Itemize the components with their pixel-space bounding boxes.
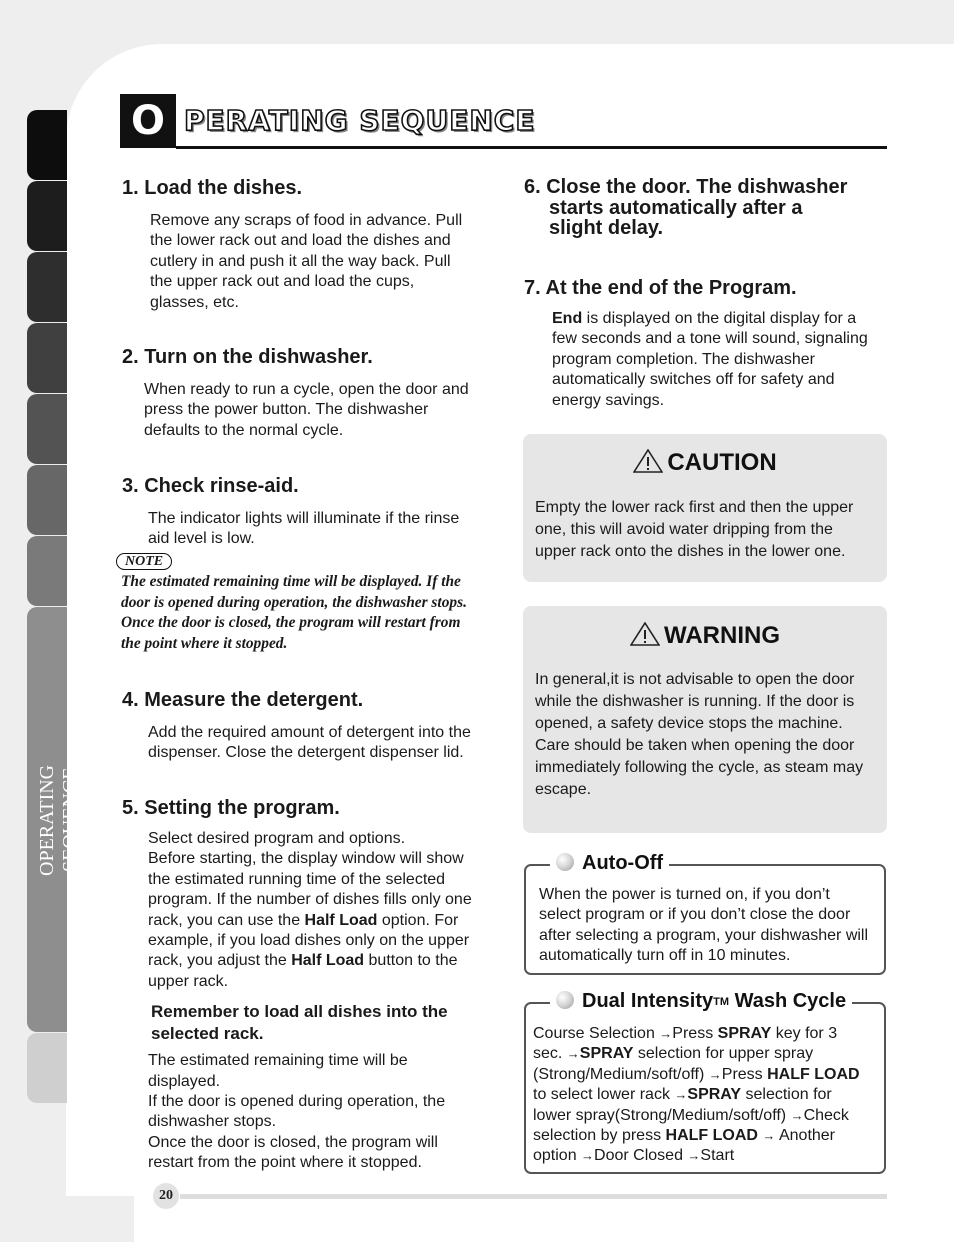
text-line: slight delay. <box>549 217 664 239</box>
text-line: Empty the lower rack first and then the upper <box>535 499 854 516</box>
step-1 <box>122 177 492 313</box>
text-run: selection for <box>741 1086 832 1104</box>
text-line: Add the required amount of detergent into the <box>148 724 471 741</box>
text-line <box>533 1085 860 1105</box>
spray-term: SPRAY <box>717 1025 772 1042</box>
note-text <box>121 572 501 654</box>
step-1-heading: 1. Load the dishes. <box>122 177 303 199</box>
warning-body <box>535 669 863 801</box>
text-line: Once the door is closed, the program will restart from <box>121 614 461 631</box>
text-line: glasses, etc. <box>150 293 239 311</box>
auto-off-box <box>524 852 886 975</box>
dual-intensity-body <box>533 1024 860 1167</box>
text-line: Once the door is closed, the program will <box>148 1133 438 1151</box>
text-line <box>533 1065 860 1085</box>
text-line: The estimated remaining time will be displayed. If the <box>121 573 461 590</box>
step-5-heading: 5. Setting the program. <box>122 797 340 819</box>
step-7 <box>524 277 894 411</box>
arrow-icon: → <box>790 1107 804 1123</box>
text-run: rack, you can use the <box>148 911 305 929</box>
text-line: Remove any scraps of food in advance. Pull <box>150 212 463 229</box>
step-5 <box>122 797 502 1174</box>
text-run: option <box>533 1147 582 1165</box>
text-line <box>533 1126 860 1146</box>
arrow-icon: → <box>762 1128 776 1144</box>
auto-off-title: Auto-Off <box>582 852 664 874</box>
remember-note <box>151 1001 502 1044</box>
step-5-tail <box>148 1051 502 1173</box>
text-line: one, this will avoid water dripping from the <box>535 521 833 538</box>
step-6-heading <box>524 177 894 239</box>
text-line: after selecting a program, your dishwasher will <box>539 926 869 944</box>
text-line: program completion. The dishwasher <box>552 350 815 368</box>
text-line: selected rack. <box>151 1023 264 1043</box>
text-line: If the door is opened during operation, the <box>148 1093 446 1111</box>
text-run: Door Closed <box>594 1147 688 1165</box>
note-badge: NOTE <box>116 553 172 570</box>
footer-rule <box>180 1194 887 1199</box>
text-line: When ready to run a cycle, open the door and <box>144 381 469 398</box>
text-run: Course Selection <box>533 1025 655 1042</box>
text-line: 6. Close the door. The dishwasher <box>524 176 848 198</box>
step-3-heading: 3. Check rinse-aid. <box>122 475 299 497</box>
side-tab-6 <box>27 465 67 535</box>
text-run: Press <box>672 1025 718 1042</box>
text-line <box>552 309 894 329</box>
text-line: immediately following the cycle, as steam may <box>535 759 864 776</box>
text-line <box>148 951 502 971</box>
auto-off-heading <box>550 852 669 875</box>
text-run: Another <box>775 1127 836 1145</box>
caution-title: CAUTION <box>667 449 777 476</box>
text-run: sec. <box>533 1045 567 1063</box>
dual-intensity-heading <box>550 990 852 1013</box>
text-run: to select lower rack <box>533 1086 675 1104</box>
bullet-bulb-icon <box>556 991 574 1009</box>
step-4 <box>122 689 492 764</box>
step-7-heading: 7. At the end of the Program. <box>524 277 797 299</box>
side-tab-label: OPERATING SEQUENCE <box>36 764 81 876</box>
text-run: (Strong/Medium/soft/off) <box>533 1065 709 1083</box>
arrow-icon: → <box>659 1026 673 1041</box>
half-load-term: Half Load <box>291 952 365 970</box>
text-line <box>533 1106 860 1126</box>
text-line: aid level is low. <box>148 530 255 548</box>
end-term: End <box>552 310 583 327</box>
side-tab-9 <box>27 1033 67 1103</box>
side-tab-4 <box>27 323 67 393</box>
page-number: 20 <box>153 1183 179 1209</box>
text-line: the point where it stopped. <box>121 634 288 652</box>
side-tab-2 <box>27 181 67 251</box>
half-load-term: Half Load <box>304 911 378 929</box>
text-line: Remember to load all dishes into the <box>151 1002 448 1022</box>
text-line: automatically switches off for safety and <box>552 371 835 389</box>
caution-heading <box>523 449 887 477</box>
text-run: Press <box>721 1065 768 1083</box>
text-run: Start <box>700 1147 735 1165</box>
text-run: button to the <box>364 952 458 970</box>
side-tab-7 <box>27 536 67 606</box>
title-underline <box>176 146 887 149</box>
dual-title-text: Wash Cycle <box>729 990 847 1012</box>
text-line: program. If the number of dishes fills only one <box>148 891 472 909</box>
text-line: press the power button. The dishwasher <box>144 401 429 419</box>
arrow-icon: → <box>708 1066 722 1082</box>
caution-body <box>535 497 853 563</box>
text-line: the upper rack out and load the cups, <box>150 273 415 291</box>
step-1-body <box>150 211 492 313</box>
step-4-heading: 4. Measure the detergent. <box>122 689 364 711</box>
step-3-body <box>148 509 492 550</box>
warning-box <box>523 606 887 833</box>
warning-triangle-icon <box>633 449 663 473</box>
text-line: When the power is turned on, if you don’t <box>539 886 830 903</box>
text-line: escape. <box>535 781 592 798</box>
text-line: few seconds and a tone will sound, signaling <box>552 330 868 348</box>
text-line: upper rack. <box>148 972 229 990</box>
text-line <box>533 1044 860 1064</box>
text-run: selection by press <box>533 1127 666 1145</box>
warning-title: WARNING <box>664 622 780 649</box>
text-line: Before starting, the display window will show <box>148 850 464 868</box>
text-line <box>533 1024 860 1044</box>
text-line <box>148 911 502 931</box>
text-line <box>533 1146 860 1166</box>
arrow-icon: → <box>566 1046 580 1062</box>
text-line: cutlery in and push it all the way back. Pull <box>150 252 451 270</box>
step-2-heading: 2. Turn on the dishwasher. <box>122 346 373 368</box>
text-line: door is opened during operation, the dishwasher stops. <box>121 593 467 611</box>
text-line: while the dishwasher is running. If the door is <box>535 693 855 710</box>
text-run: rack, you adjust the <box>148 952 292 970</box>
dual-intensity-box <box>524 990 886 1174</box>
text-line: Select desired program and options. <box>148 830 406 847</box>
text-line: displayed. <box>148 1072 221 1090</box>
warning-triangle-icon <box>630 622 660 646</box>
trademark-symbol: TM <box>713 996 730 1008</box>
page-title <box>120 94 887 152</box>
title-text: PERATING SEQUENCE <box>184 104 536 137</box>
side-tab-3 <box>27 252 67 322</box>
text-run: option. For <box>377 911 459 929</box>
text-line: the estimated running time of the selected <box>148 870 446 888</box>
arrow-icon: → <box>674 1087 688 1103</box>
text-line: The estimated remaining time will be <box>148 1052 408 1070</box>
text-line: In general,it is not advisable to open the door <box>535 671 855 688</box>
text-line: automatically turn off in 10 minutes. <box>539 947 791 965</box>
title-initial: O <box>120 94 176 148</box>
text-line: upper rack onto the dishes in the lower one. <box>535 543 846 560</box>
text-run: lower spray(Strong/Medium/soft/off) <box>533 1106 791 1124</box>
caution-box <box>523 434 887 582</box>
text-line: defaults to the normal cycle. <box>144 421 344 439</box>
text-run: Check <box>803 1106 849 1124</box>
text-line: opened, a safety device stops the machine. <box>535 715 843 732</box>
step-4-body <box>148 723 492 764</box>
half-load-term: HALF LOAD <box>665 1127 758 1145</box>
step-5-body <box>148 829 502 992</box>
text-line: select program or if you don’t close the door <box>539 906 851 924</box>
arrow-icon: → <box>687 1148 701 1164</box>
step-3 <box>122 475 492 550</box>
text-line: the lower rack out and load the dishes and <box>150 232 451 250</box>
auto-off-body <box>539 885 868 967</box>
step-6 <box>524 177 894 239</box>
half-load-term: HALF LOAD <box>767 1065 860 1083</box>
bullet-bulb-icon <box>556 853 574 871</box>
step-2-body <box>144 380 492 441</box>
text-line: The indicator lights will illuminate if the rinse <box>148 510 460 527</box>
text-line: dispenser. Close the detergent dispenser lid. <box>148 744 464 762</box>
text-line: starts automatically after a <box>549 196 803 219</box>
text-line: Care should be taken when opening the door <box>535 737 855 754</box>
spray-term: SPRAY <box>579 1045 634 1063</box>
spray-term: SPRAY <box>687 1086 742 1104</box>
step-2 <box>122 346 492 441</box>
page-bottom-band <box>0 1196 134 1242</box>
text-line: example, if you load dishes only on the upper <box>148 932 470 950</box>
text-run: selection for upper spray <box>633 1045 814 1063</box>
side-tab-1 <box>27 110 67 180</box>
arrow-icon: → <box>581 1148 595 1164</box>
text-run: is displayed on the digital display for a <box>582 310 857 327</box>
text-line: restart from the point where it stopped. <box>148 1154 422 1172</box>
text-run: key for 3 <box>771 1025 838 1042</box>
dual-title-text: Dual Intensity <box>582 990 714 1012</box>
side-tab-5 <box>27 394 67 464</box>
text-line: energy savings. <box>552 391 665 409</box>
text-line: dishwasher stops. <box>148 1113 277 1131</box>
warning-heading <box>523 622 887 650</box>
step-7-body <box>552 309 894 411</box>
